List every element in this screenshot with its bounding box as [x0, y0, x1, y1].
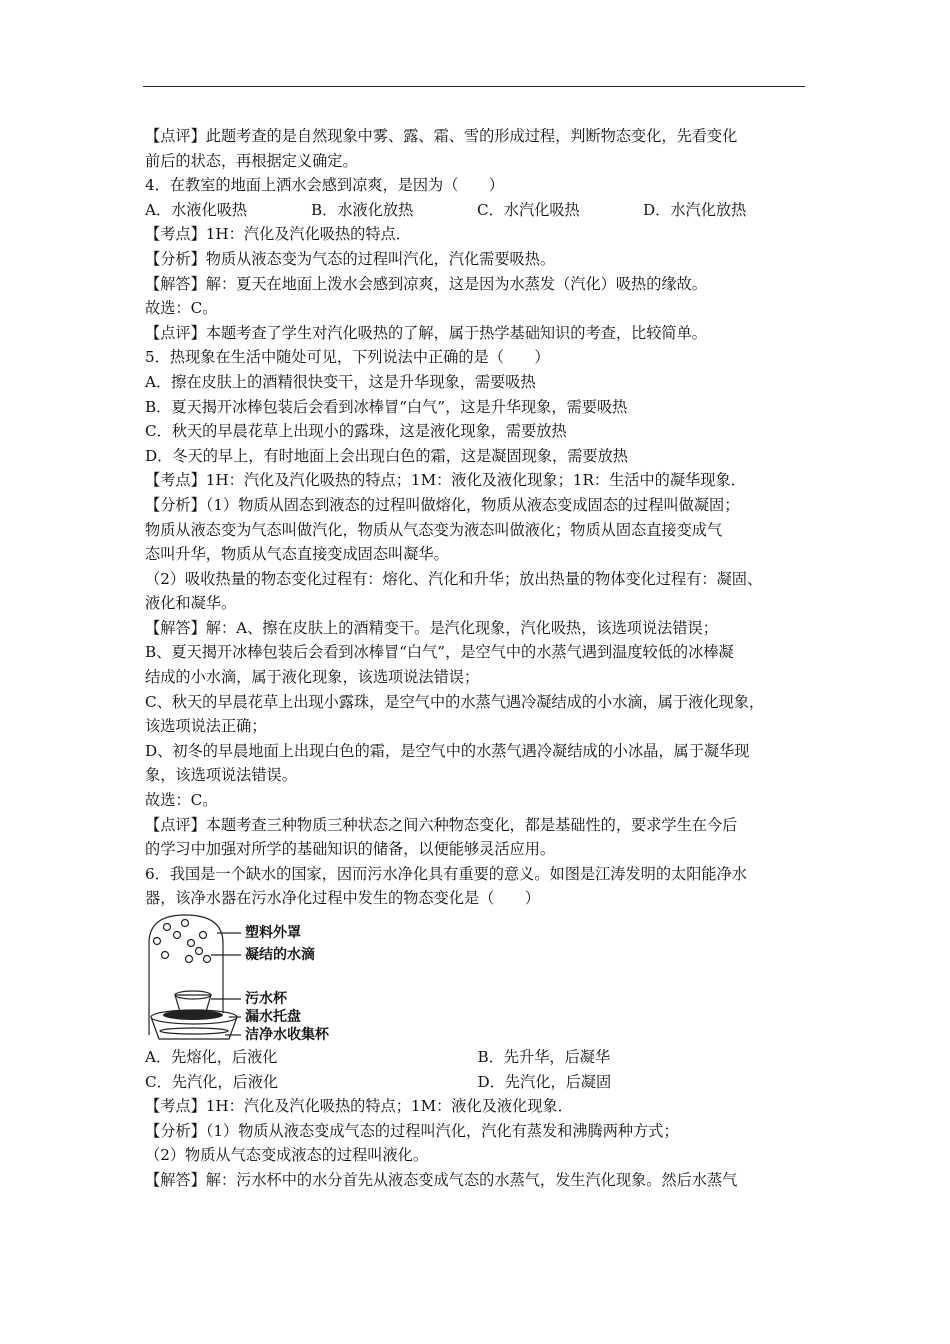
droplet: [186, 956, 193, 963]
text-line: 【考点】1H：汽化及汽化吸热的特点；1M：液化及液化现象；1R：生活中的凝华现象．: [145, 471, 746, 490]
text-line: 【分析】（1）物质从液态变成气态的过程叫汽化，汽化有蒸发和沸腾两种方式；: [145, 1121, 679, 1140]
text-line: D、初冬的早晨地面上出现白色的霜，是空气中的水蒸气遇冷凝结成的小冰晶，属于凝华现: [145, 741, 750, 760]
figure-label: 污水杯: [245, 991, 287, 1007]
text-line: 【点评】本题考查了学生对汽化吸热的了解，属于热学基础知识的考查，比较简单。: [145, 323, 707, 342]
droplet: [182, 920, 189, 927]
text-line: 【点评】此题考查的是自然现象中雾、露、霜、雪的形成过程，判断物态变化，先看变化: [145, 127, 738, 145]
option-c: C．水汽化吸热: [477, 200, 580, 219]
droplet: [164, 924, 171, 931]
question-6-stem: 6．我国是一个缺水的国家，因而污水净化具有重要的意义。如图是江涛发明的太阳能净水: [145, 864, 747, 883]
text-line: 【考点】1H：汽化及汽化吸热的特点．: [145, 225, 411, 244]
text-line: 【点评】本题考查三种物质三种状态之间六种物态变化，都是基础性的，要求学生在今后: [145, 815, 738, 834]
text-line: 故选：C。: [145, 299, 218, 318]
figure-label: 洁净水收集杯: [245, 1027, 329, 1043]
droplet: [154, 938, 161, 945]
option-c: C．秋天的早晨花草上出现小的露珠，这是液化现象，需要放热: [145, 422, 567, 441]
text-line: （2）吸收热量的物态变化过程有：熔化、汽化和升华；放出热量的物体变化过程有：凝固、: [145, 569, 763, 588]
option-a: A．擦在皮肤上的酒精很快变干，这是升华现象，需要吸热: [145, 372, 536, 391]
option-a: A．先熔化，后液化: [145, 1048, 278, 1066]
text-line: 态叫升华，物质从气态直接变成固态叫凝华。: [145, 545, 449, 564]
text-block-c: [145, 1094, 810, 1192]
droplet: [174, 932, 181, 939]
text-block-b: [145, 222, 810, 911]
text-line: 【分析】（1）物质从固态到液态的过程叫做熔化，物质从液态变成固态的过程叫做凝固；: [145, 495, 740, 514]
option-b: B．先升华，后凝华: [477, 1048, 611, 1066]
option-b: B．夏天揭开冰棒包装后会看到冰棒冒“白气”，这是升华现象，需要吸热: [145, 397, 628, 416]
solar-water-purifier-figure: [145, 913, 375, 1043]
text-line: 故选：C。: [145, 791, 218, 810]
figure-label: 凝结的水滴: [245, 947, 315, 963]
text-line: 【考点】1H：汽化及汽化吸热的特点；1M：液化及液化现象．: [145, 1097, 573, 1116]
options-row: [145, 1070, 810, 1095]
text-line: 的学习中加强对所学的基础知识的储备，以便能够灵活应用。: [145, 840, 556, 859]
option-d: D．冬天的早上，有时地面上会出现白色的霜，这是凝固现象，需要放热: [145, 446, 628, 465]
text-line: 【分析】物质从液态变为气态的过程叫汽化，汽化需要吸热。: [145, 249, 556, 268]
document-body: [145, 124, 810, 1193]
option-b: B．水液化放热: [311, 200, 414, 219]
droplet: [204, 956, 211, 963]
drip-tray: [163, 1010, 223, 1020]
text-line: 物质从液态变为气态叫做汽化，物质从气态变为液态叫做液化；物质从固态直接变成气: [145, 520, 723, 539]
figure-label: 漏水托盘: [245, 1009, 301, 1025]
question-6-stem-cont: 器，该净水器在污水净化过程中发生的物态变化是（ ）: [145, 889, 540, 908]
text-line: 该选项说法正确；: [145, 717, 267, 736]
text-line: 【解答】解：夏天在地面上泼水会感到凉爽，这是因为水蒸发（汽化）吸热的缘故。: [145, 274, 707, 293]
option-d: D．先汽化，后凝固: [477, 1072, 612, 1091]
text-line: B、夏天揭开冰棒包装后会看到冰棒冒“白气”，是空气中的水蒸气遇到温度较低的冰棒凝: [145, 643, 734, 662]
header-rule: [143, 86, 805, 87]
text-block-a: [145, 124, 810, 198]
option-c: C．先汽化，后液化: [145, 1072, 279, 1091]
droplet: [188, 940, 195, 947]
text-line: 前后的状态，再根据定义确定。: [145, 151, 358, 170]
text-line: 【解答】解：A、擦在皮肤上的酒精变干。是汽化现象，汽化吸热，该选项说法错误；: [145, 618, 718, 637]
question-4-options: [145, 198, 810, 223]
options-row: [145, 1045, 810, 1070]
option-d: D．水汽化放热: [643, 200, 747, 219]
text-line: C、秋天的早晨花草上出现小露珠，是空气中的水蒸气遇冷凝结成的小水滴，属于液化现象，: [145, 692, 765, 711]
text-line: 象，该选项说法错误。: [145, 766, 297, 785]
text-line: 液化和凝华。: [145, 594, 237, 613]
question-5-stem: 5．热现象在生活中随处可见，下列说法中正确的是（ ）: [145, 348, 550, 367]
text-line: 【解答】解：污水杯中的水分首先从液态变成气态的水蒸气，发生汽化现象。然后水蒸气: [145, 1170, 738, 1189]
droplet: [200, 932, 207, 939]
clean-water-surface: [160, 1028, 228, 1034]
text-line: （2）物质从气态变成液态的过程叫液化。: [145, 1146, 429, 1165]
text-line: 结成的小水滴，属于液化现象，该选项说法错误；: [145, 668, 480, 687]
droplet: [162, 952, 169, 959]
question-4-stem: 4．在教室的地面上洒水会感到凉爽，是因为（ ）: [145, 176, 504, 195]
question-6-options: [145, 1045, 810, 1094]
droplet: [196, 948, 203, 955]
figure-label: 塑料外罩: [245, 925, 301, 941]
option-a: A．水液化吸热: [145, 200, 248, 219]
